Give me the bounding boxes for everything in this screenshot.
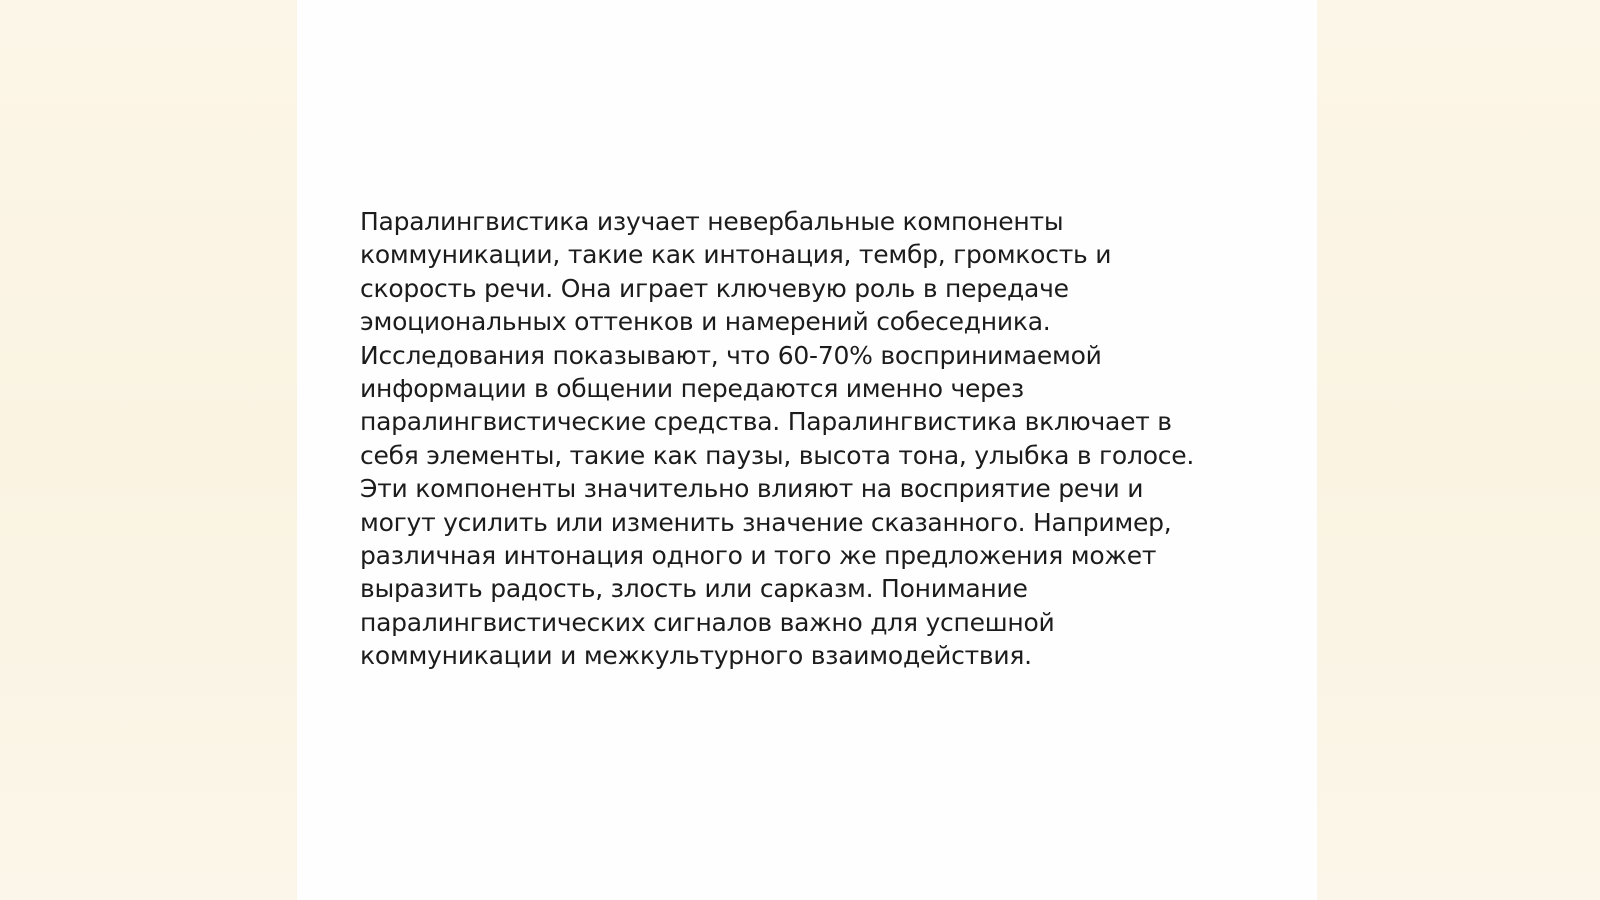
right-background-panel xyxy=(1317,0,1600,900)
paragraph-line-2: коммуникации, такие как интонация, тембр, громкость и xyxy=(360,240,1112,270)
paragraph-line-8: себя элементы, такие как паузы, высота тона, улыбка в голосе. xyxy=(360,440,1195,470)
paragraph-line-12: выразить радость, злость или сарказм. Понимание xyxy=(360,574,1028,604)
body-paragraph xyxy=(360,205,1230,673)
paragraph-line-1: Паралингвистика изучает невербальные компоненты xyxy=(360,207,1064,236)
paragraph-line-4: эмоциональных оттенков и намерений собеседника. xyxy=(360,307,1051,337)
paragraph-line-9: Эти компоненты значительно влияют на восприятие речи и xyxy=(360,474,1144,504)
paragraph-line-14: коммуникации и межкультурного взаимодействия. xyxy=(360,641,1032,671)
left-background-panel xyxy=(0,0,297,900)
paragraph-line-11: различная интонация одного и того же предложения может xyxy=(360,541,1157,571)
presentation-slide xyxy=(297,0,1317,900)
paragraph-line-3: скорость речи. Она играет ключевую роль в передаче xyxy=(360,273,1069,303)
paragraph-line-10: могут усилить или изменить значение сказанного. Например, xyxy=(360,507,1172,537)
paragraph-line-13: паралингвистических сигналов важно для успешной xyxy=(360,607,1055,637)
paragraph-line-5: Исследования показывают, что 60-70% воспринимаемой xyxy=(360,340,1102,370)
paragraph-line-7: паралингвистические средства. Паралингвистика включает в xyxy=(360,407,1172,437)
paragraph-line-6: информации в общении передаются именно через xyxy=(360,374,1024,404)
